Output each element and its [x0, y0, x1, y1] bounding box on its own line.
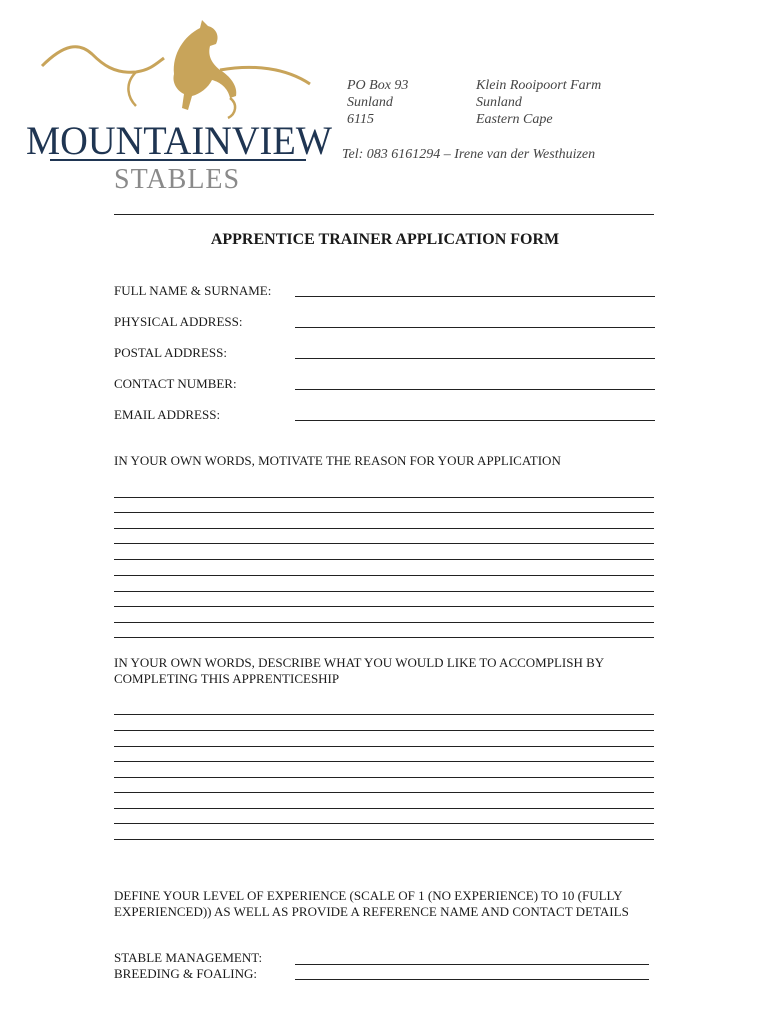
- answer-line[interactable]: [114, 792, 654, 793]
- answer-line[interactable]: [114, 746, 654, 747]
- answer-line[interactable]: [114, 839, 654, 840]
- mountain-swoosh-2: [128, 72, 136, 106]
- answer-line[interactable]: [114, 512, 654, 513]
- answer-line[interactable]: [114, 808, 654, 809]
- field-label-full-name: FULL NAME & SURNAME:: [114, 283, 272, 298]
- postal-address-input-line[interactable]: [295, 358, 655, 359]
- answer-line[interactable]: [114, 714, 654, 715]
- logo-name-top: MOUNTAINVIEW: [26, 118, 333, 163]
- answer-line[interactable]: [114, 823, 654, 824]
- field-label-postal-address: POSTAL ADDRESS:: [114, 345, 227, 360]
- answer-line[interactable]: [114, 543, 654, 544]
- field-label-stable-management: STABLE MANAGEMENT:: [114, 950, 263, 965]
- contact-number-input-line[interactable]: [295, 389, 655, 390]
- answer-line[interactable]: [114, 622, 654, 623]
- question-experience: DEFINE YOUR LEVEL OF EXPERIENCE (SCALE OF 1 (NO EXPERIENCE) TO 10 (FULLY EXPERIENCED)) AS WELL AS PROVIDE A REFERENCE NAME AND CONTACT DETAILS: [114, 888, 629, 919]
- full-name-input-line[interactable]: [295, 296, 655, 297]
- header-divider: [114, 214, 654, 215]
- answer-line[interactable]: [114, 559, 654, 560]
- mountain-swoosh: [42, 47, 164, 73]
- physical-line: Eastern Cape: [476, 112, 553, 127]
- physical-address-input-line[interactable]: [295, 327, 655, 328]
- question-motivation: IN YOUR OWN WORDS, MOTIVATE THE REASON FOR YOUR APPLICATION: [114, 453, 561, 468]
- postal-line: Sunland: [347, 95, 393, 110]
- breeding-foaling-input-line[interactable]: [295, 979, 649, 980]
- question-accomplish: IN YOUR OWN WORDS, DESCRIBE WHAT YOU WOULD LIKE TO ACCOMPLISH BY COMPLETING THIS APPRENTICESHIP: [114, 655, 604, 686]
- tail-swoosh: [220, 67, 310, 84]
- answer-line[interactable]: [114, 637, 654, 638]
- stable-management-input-line[interactable]: [295, 964, 649, 965]
- field-label-breeding-foaling: BREEDING & FOALING:: [114, 966, 257, 981]
- mountainview-stables-logo: [24, 14, 336, 194]
- answer-line[interactable]: [114, 575, 654, 576]
- physical-line: Klein Rooipoort Farm: [476, 78, 602, 93]
- physical-line: Sunland: [476, 95, 522, 110]
- contact-line: Tel: 083 6161294 – Irene van der Westhuizen: [342, 147, 596, 162]
- answer-line[interactable]: [114, 730, 654, 731]
- field-label-physical-address: PHYSICAL ADDRESS:: [114, 314, 243, 329]
- postal-address-block: [347, 77, 467, 128]
- answer-line[interactable]: [114, 497, 654, 498]
- answer-line[interactable]: [114, 761, 654, 762]
- form-title: APPRENTICE TRAINER APPLICATION FORM: [210, 231, 560, 248]
- field-label-email: EMAIL ADDRESS:: [114, 407, 221, 422]
- field-label-contact-number: CONTACT NUMBER:: [114, 376, 237, 391]
- logo-name-bottom: STABLES: [114, 164, 241, 194]
- answer-line[interactable]: [114, 591, 654, 592]
- physical-address-block: [476, 77, 656, 128]
- postal-line: 6115: [347, 112, 374, 127]
- answer-line[interactable]: [114, 777, 654, 778]
- postal-line: PO Box 93: [347, 78, 409, 93]
- email-input-line[interactable]: [295, 420, 655, 421]
- answer-line[interactable]: [114, 606, 654, 607]
- horse-icon: [173, 20, 236, 110]
- answer-line[interactable]: [114, 528, 654, 529]
